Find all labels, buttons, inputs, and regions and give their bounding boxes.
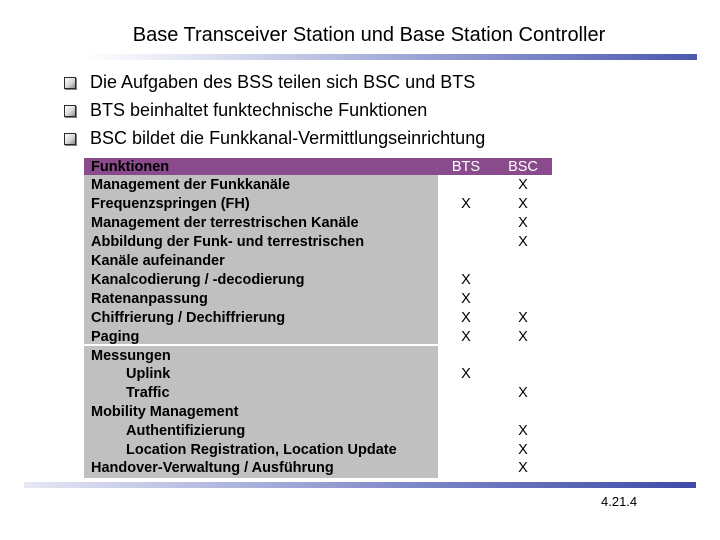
bullet-text: BSC bildet die Funkkanal-Vermittlungseinrichtung (90, 128, 486, 148)
header-bts: BTS (451, 159, 481, 175)
table-row (84, 441, 552, 460)
row-label: Kanäle aufeinander (91, 253, 225, 269)
bsc-mark: X (518, 329, 528, 345)
row-label: Uplink (126, 366, 171, 382)
row-label: Messungen (91, 348, 171, 364)
row-label: Paging (91, 329, 140, 345)
table-row (84, 176, 552, 195)
row-label: Mobility Management (91, 404, 239, 420)
bts-mark: X (461, 291, 471, 307)
table-row (84, 328, 552, 347)
bullet-item (60, 96, 485, 124)
checkbox-bullet-icon (64, 77, 76, 89)
bts-mark: X (461, 310, 471, 326)
row-label: Management der Funkkanäle (91, 177, 291, 193)
footer-divider (24, 482, 696, 488)
slide-title: Base Transceiver Station und Base Station Controller (132, 24, 606, 46)
checkbox-bullet-icon (64, 133, 76, 145)
bullet-item (60, 124, 485, 152)
table-row (84, 271, 552, 290)
header-functions: Funktionen (91, 159, 170, 175)
table-row (84, 365, 552, 384)
bsc-mark: X (518, 177, 528, 193)
row-label: Kanalcodierung / -decodierung (91, 272, 305, 288)
table-row (84, 252, 552, 271)
table-row (84, 309, 552, 328)
bsc-mark: X (518, 234, 528, 250)
row-label: Management der terrestrischen Kanäle (91, 215, 359, 231)
bsc-mark: X (518, 460, 528, 476)
row-label: Ratenanpassung (91, 291, 208, 307)
header-bsc: BSC (508, 159, 538, 175)
bts-mark: X (461, 272, 471, 288)
row-label: Traffic (126, 385, 170, 401)
row-label: Location Registration, Location Update (126, 442, 397, 458)
table-row (84, 403, 552, 422)
checkbox-bullet-icon (64, 105, 76, 117)
table-row (84, 422, 552, 441)
page-number: 4.21.4 (601, 494, 638, 509)
row-label: Abbildung der Funk- und terrestrischen (91, 234, 365, 250)
bsc-mark: X (518, 310, 528, 326)
row-label: Handover-Verwaltung / Ausführung (91, 460, 334, 476)
bsc-mark: X (518, 385, 528, 401)
bsc-mark: X (518, 442, 528, 458)
table-row (84, 214, 552, 233)
table-row (84, 195, 552, 214)
table-row (84, 347, 552, 366)
bsc-mark: X (518, 196, 528, 212)
row-label: Frequenzspringen (FH) (91, 196, 250, 212)
table-row (84, 459, 552, 478)
bullet-list (60, 68, 485, 152)
table-row (84, 384, 552, 403)
row-label: Chiffrierung / Dechiffrierung (91, 310, 286, 326)
bts-mark: X (461, 366, 471, 382)
bullet-item (60, 68, 485, 96)
functions-table (84, 158, 552, 478)
table-row (84, 290, 552, 309)
bts-mark: X (461, 329, 471, 345)
bsc-mark: X (518, 423, 528, 439)
bullet-text: Die Aufgaben des BSS teilen sich BSC und BTS (90, 72, 476, 92)
table-header (84, 158, 552, 175)
bullet-text: BTS beinhaltet funktechnische Funktionen (90, 100, 428, 120)
bsc-mark: X (518, 215, 528, 231)
bts-mark: X (461, 196, 471, 212)
table-row (84, 233, 552, 252)
row-label: Authentifizierung (126, 423, 246, 439)
title-divider (83, 54, 697, 60)
